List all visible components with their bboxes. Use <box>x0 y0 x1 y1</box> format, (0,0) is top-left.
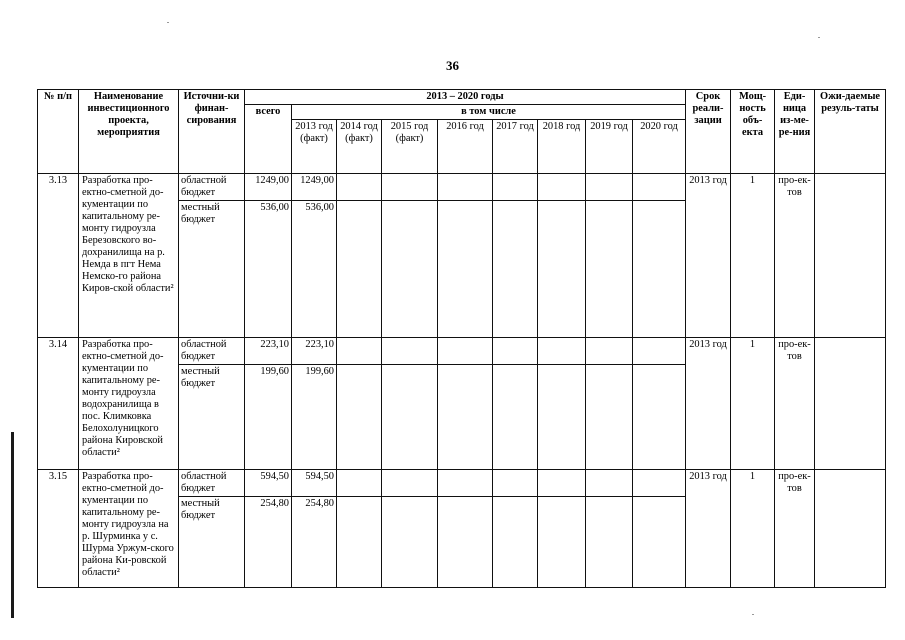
results <box>815 470 886 588</box>
year-2020-cell <box>633 174 686 201</box>
capacity: 1 <box>731 470 775 588</box>
year-2015-cell <box>382 338 438 365</box>
year-2013-regional: 594,50 <box>292 470 337 497</box>
year-2018-cell <box>538 338 586 365</box>
year-2017-cell <box>493 201 538 338</box>
year-2017-cell <box>493 365 538 470</box>
year-2014-cell <box>337 174 382 201</box>
results <box>815 174 886 338</box>
project-name: Разработка про-ектно-сметной до-кументации по капитальному ре-монту гидроузла Березовского во-дохранилища на р. Немда в пгт Нема Немско-го района Киров-ской области² <box>79 174 179 338</box>
year-2020-cell <box>633 365 686 470</box>
header-capacity: Мощ-ность объ-екта <box>731 90 775 174</box>
year-2013-local: 199,60 <box>292 365 337 470</box>
year-2017-cell <box>493 470 538 497</box>
year-2013-local: 254,80 <box>292 497 337 588</box>
year-2019-cell <box>586 497 633 588</box>
year-2013-regional: 1249,00 <box>292 174 337 201</box>
investment-projects-table <box>37 89 886 588</box>
row-num: 3.14 <box>38 338 79 470</box>
year-2015-cell <box>382 174 438 201</box>
term: 2013 год <box>686 338 731 470</box>
source-local: местный бюджет <box>179 365 245 470</box>
row-num: 3.15 <box>38 470 79 588</box>
header-unit: Еди-ница из-ме-ре-ния <box>775 90 815 174</box>
year-2015-cell <box>382 365 438 470</box>
source-local: местный бюджет <box>179 201 245 338</box>
header-year-2017: 2017 год <box>493 120 538 174</box>
year-2019-cell <box>586 470 633 497</box>
term: 2013 год <box>686 174 731 338</box>
scan-speck <box>752 614 754 615</box>
year-2015-cell <box>382 470 438 497</box>
year-2014-cell <box>337 365 382 470</box>
year-2019-cell <box>586 201 633 338</box>
year-2013-local: 536,00 <box>292 201 337 338</box>
year-2017-cell <box>493 174 538 201</box>
year-2020-cell <box>633 201 686 338</box>
year-2020-cell <box>633 338 686 365</box>
header-year-2016: 2016 год <box>438 120 493 174</box>
year-2020-cell <box>633 497 686 588</box>
total-local: 536,00 <box>245 201 292 338</box>
year-2018-cell <box>538 470 586 497</box>
year-2018-cell <box>538 365 586 470</box>
header-name: Наименование инвестиционного проекта, мероприятия <box>79 90 179 174</box>
header-year-2019: 2019 год <box>586 120 633 174</box>
total-local: 199,60 <box>245 365 292 470</box>
capacity: 1 <box>731 174 775 338</box>
year-2016-cell <box>438 338 493 365</box>
year-2019-cell <box>586 365 633 470</box>
header-total: всего <box>245 105 292 174</box>
total-local: 254,80 <box>245 497 292 588</box>
source-regional: областной бюджет <box>179 470 245 497</box>
unit: про-ек-тов <box>775 470 815 588</box>
header-source: Источни-ки финан-сирования <box>179 90 245 174</box>
source-regional: областной бюджет <box>179 174 245 201</box>
project-name: Разработка про-ектно-сметной до-кументации по капитальному ре-монту гидроузла на р. Шурминка у с. Шурма Уржум-ского района Ки-ровской области² <box>79 470 179 588</box>
year-2016-cell <box>438 201 493 338</box>
year-2014-cell <box>337 338 382 365</box>
scan-speck <box>818 37 820 38</box>
header-year-2013: 2013 год (факт) <box>292 120 337 174</box>
results <box>815 338 886 470</box>
header-year-2020: 2020 год <box>633 120 686 174</box>
header-year-2014: 2014 год (факт) <box>337 120 382 174</box>
year-2015-cell <box>382 201 438 338</box>
unit: про-ек-тов <box>775 174 815 338</box>
year-2016-cell <box>438 470 493 497</box>
page-number: 36 <box>446 58 459 73</box>
year-2014-cell <box>337 201 382 338</box>
year-2018-cell <box>538 201 586 338</box>
year-2019-cell <box>586 174 633 201</box>
total-regional: 223,10 <box>245 338 292 365</box>
total-regional: 1249,00 <box>245 174 292 201</box>
source-local: местный бюджет <box>179 497 245 588</box>
year-2017-cell <box>493 497 538 588</box>
year-2014-cell <box>337 497 382 588</box>
source-regional: областной бюджет <box>179 338 245 365</box>
year-2014-cell <box>337 470 382 497</box>
year-2015-cell <box>382 497 438 588</box>
header-year-2018: 2018 год <box>538 120 586 174</box>
header-including: в том числе <box>292 105 686 120</box>
header-year-2015: 2015 год (факт) <box>382 120 438 174</box>
term: 2013 год <box>686 470 731 588</box>
header-results: Ожи-даемые резуль-таты <box>815 90 886 174</box>
scan-margin-bar <box>11 432 14 618</box>
unit: про-ек-тов <box>775 338 815 470</box>
capacity: 1 <box>731 338 775 470</box>
row-num: 3.13 <box>38 174 79 338</box>
header-term: Срок реали-зации <box>686 90 731 174</box>
header-period: 2013 – 2020 годы <box>245 90 686 105</box>
year-2016-cell <box>438 174 493 201</box>
year-2016-cell <box>438 365 493 470</box>
year-2017-cell <box>493 338 538 365</box>
project-name: Разработка про-ектно-сметной до-кументации по капитальному ре-монту гидроузла водохранилища в пос. Климковка Белохолуницкого района Кировской области² <box>79 338 179 470</box>
header-num: № п/п <box>38 90 79 174</box>
total-regional: 594,50 <box>245 470 292 497</box>
scan-speck <box>167 22 169 23</box>
year-2013-regional: 223,10 <box>292 338 337 365</box>
year-2020-cell <box>633 470 686 497</box>
year-2018-cell <box>538 497 586 588</box>
year-2016-cell <box>438 497 493 588</box>
year-2019-cell <box>586 338 633 365</box>
year-2018-cell <box>538 174 586 201</box>
